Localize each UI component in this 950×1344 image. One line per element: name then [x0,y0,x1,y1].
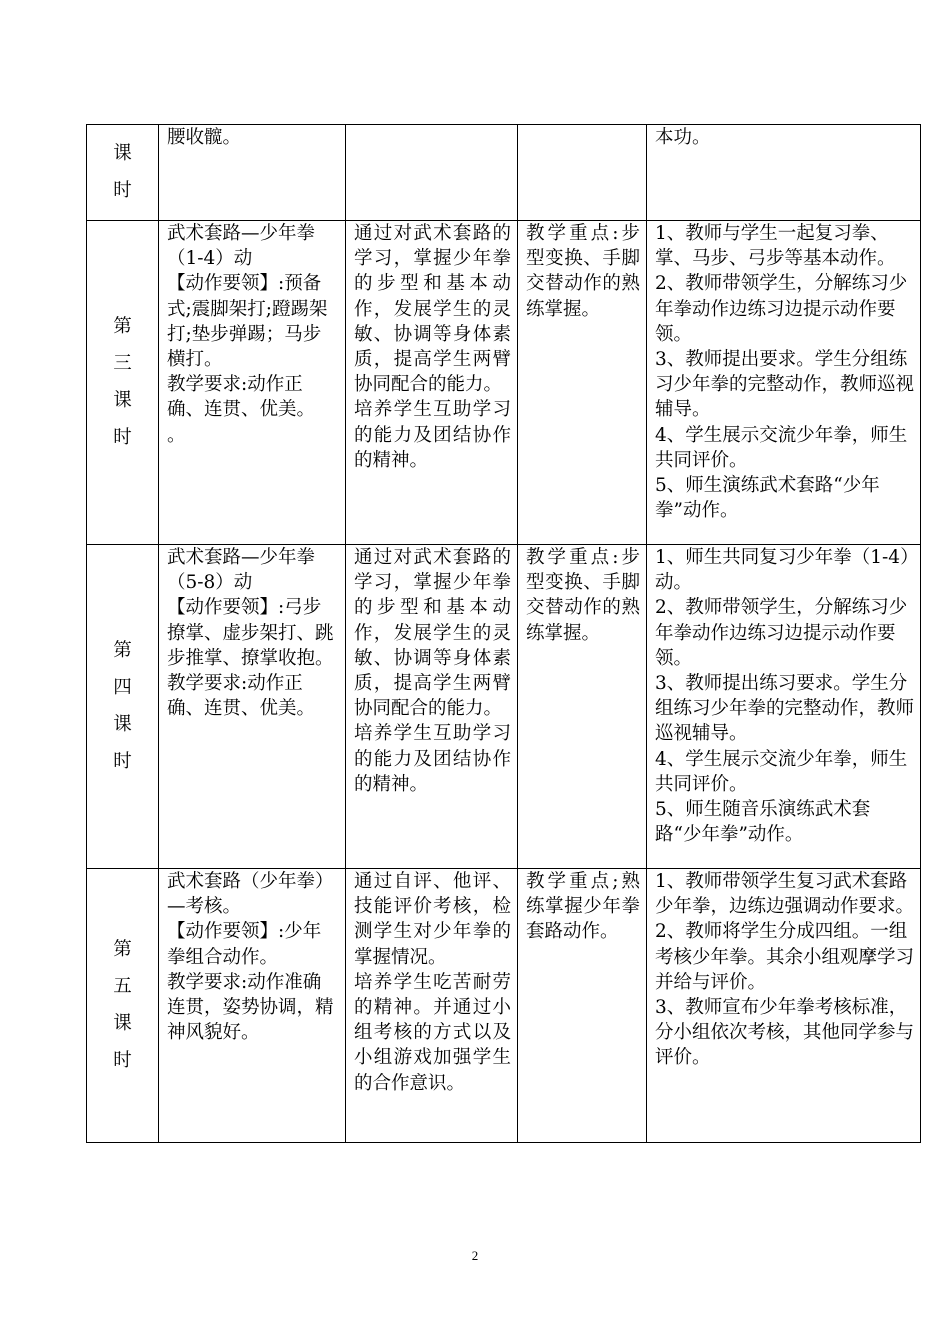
lesson-period-cell [87,221,159,545]
cell-text: 培养学生互助学习的能力及团结协作的精神。 [354,399,511,471]
lesson-period-cell [87,125,159,221]
cell-text: 【动作要领】:预备式;震脚架打;蹬踢架打;垫步弹踢；马步横打。 [167,273,328,371]
teaching-goal-cell [346,869,518,1143]
key-point-cell [518,125,647,221]
table-row [87,545,921,869]
lesson-content-cell [159,545,346,869]
lesson-content-cell [159,125,346,221]
cell-text: 【动作要领】:弓步撩掌、虚步架打、跳步推掌、撩掌收抱。 [167,597,334,669]
teaching-goal-cell [346,221,518,545]
cell-text: 3、教师提出练习要求。学生分组练习少年拳的完整动作，教师巡视辅导。 [655,673,915,745]
table-row [87,125,921,221]
teaching-process-cell [647,869,921,1143]
page-number: 2 [471,1248,479,1263]
key-point-cell [518,545,647,869]
lesson-content-cell [159,221,346,545]
cell-text: 培养学生互助学习的能力及团结协作的精神。 [354,723,511,795]
cell-text: 3、教师提出要求。学生分组练习少年拳的完整动作，教师巡视辅导。 [655,349,915,421]
cell-text: 教学要求:动作正确、连贯、优美。 [167,374,316,421]
cell-text: 通过对武术套路的学习，掌握少年拳的步型和基本动作，发展学生的灵敏、协调等身体素质，提高学生两臂协同配合的能力。 [354,547,511,720]
cell-text: 1、教师与学生一起复习拳、掌、马步、弓步等基本动作。 [655,223,896,270]
cell-text: 5、师生随音乐演练武术套路“少年拳”动作。 [655,799,871,846]
key-point-cell [518,221,647,545]
cell-text: 腰收髋。 [167,127,242,148]
lesson-period-cell [87,545,159,869]
cell-text: 4、学生展示交流少年拳，师生共同评价。 [655,424,908,471]
period-char: 五 [113,976,132,997]
period-char: 三 [113,353,132,374]
cell-text: 2、教师带领学生，分解练习少年拳动作边练习边提示动作要领。 [655,273,908,345]
cell-text: 通过对武术套路的学习，掌握少年拳的步型和基本动作，发展学生的灵敏、协调等身体素质，提高学生两臂协同配合的能力。 [354,223,511,396]
key-point-cell [518,869,647,1143]
cell-text: 2、教师将学生分成四组。一组考核少年拳。其余小组观摩学习并给与评价。 [655,921,915,993]
teaching-process-cell [647,545,921,869]
table-row [87,221,921,545]
cell-text: 1、教师带领学生复习武术套路少年拳，边练边强调动作要求。 [655,871,915,918]
cell-text: 教学重点:步型变换、手脚交替动作的熟练掌握。 [526,547,640,644]
cell-text: 教学重点:步型变换、手脚交替动作的熟练掌握。 [526,223,640,320]
cell-text: 5、师生演练武术套路“少年拳”动作。 [655,475,880,522]
teaching-process-cell [647,221,921,545]
cell-text: 1、师生共同复习少年拳（1-4）动。 [655,547,910,594]
period-char: 四 [113,677,132,698]
cell-text: 2、教师带领学生，分解练习少年拳动作边练习边提示动作要领。 [655,597,908,669]
cell-text: 【动作要领】:少年拳组合动作。 [167,921,322,968]
lesson-content-cell [159,869,346,1143]
period-char: 课 [113,1013,132,1034]
lesson-period-cell [87,869,159,1143]
period-char: 第 [113,640,132,661]
cell-text: 。 [167,424,186,446]
cell-text: 教学要求:动作正确、连贯、优美。 [167,673,316,720]
cell-text: 武术套路—少年拳（5-8）动 [167,547,316,594]
period-char: 课 [113,714,132,735]
cell-text: 教学重点;熟练掌握少年拳套路动作。 [526,871,640,943]
period-char: 时 [113,427,132,448]
cell-text: 教学要求:动作准确连贯，姿势协调，精神风貌好。 [167,971,334,1044]
period-char: 课 [113,143,132,164]
period-char: 时 [113,751,132,772]
period-char: 时 [113,180,132,201]
period-char: 第 [113,316,132,337]
cell-text: 3、教师宣布少年拳考核标准，分小组依次考核，其他同学参与评价。 [655,997,915,1069]
period-char: 第 [113,939,132,960]
cell-text: 培养学生吃苦耐劳的精神。并通过小组考核的方式以及小组游戏加强学生的合作意识。 [354,971,511,1094]
teaching-process-cell [647,125,921,221]
cell-text: 武术套路（少年拳）—考核。 [167,871,334,918]
period-char: 时 [113,1050,132,1071]
cell-text: 4、学生展示交流少年拳，师生共同评价。 [655,748,908,795]
cell-text: 武术套路—少年拳（1-4）动 [167,223,316,270]
teaching-goal-cell [346,545,518,869]
period-char: 课 [113,390,132,411]
teaching-goal-cell [346,125,518,221]
cell-text: 通过自评、他评、技能评价考核，检测学生对少年拳的掌握情况。 [354,871,511,968]
table-row [87,869,921,1143]
cell-text: 本功。 [655,127,711,148]
lesson-plan-table [86,124,921,1143]
